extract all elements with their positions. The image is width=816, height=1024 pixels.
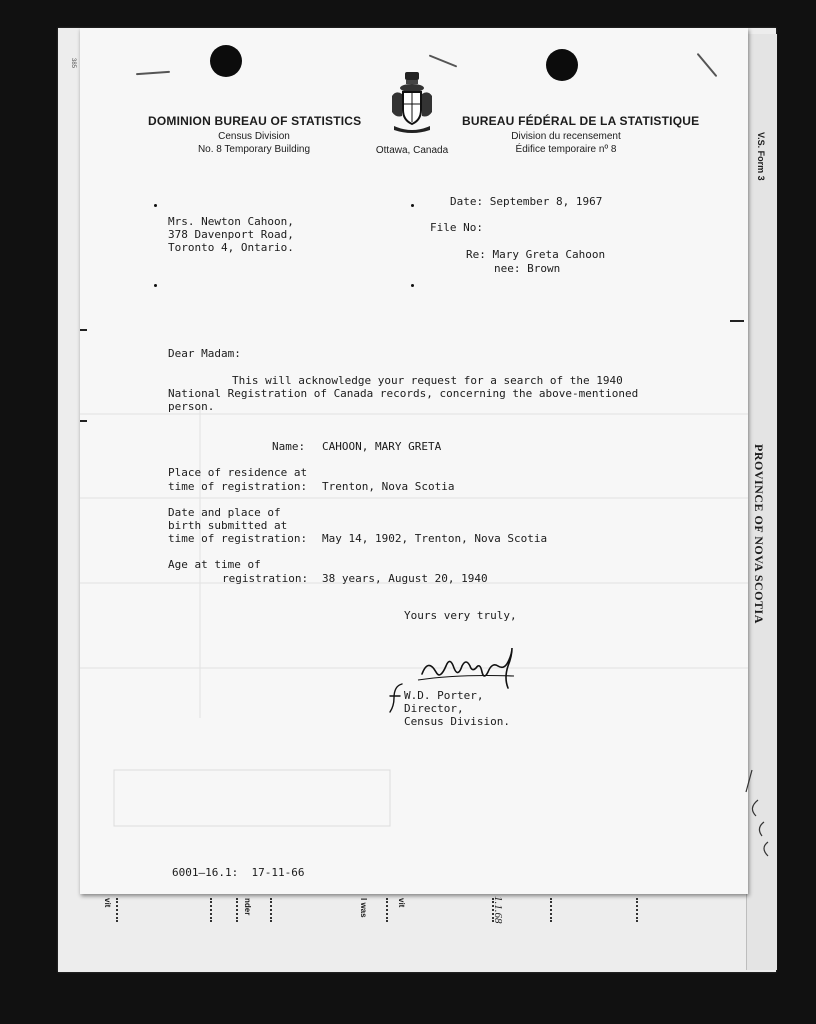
body-line: National Registration of Canada records, concerning the above-mentioned [168,387,639,400]
division-en: Census Division [218,131,290,142]
age-label: registration: [222,572,309,585]
org-name-fr: BUREAU FÉDÉRAL DE LA STATISTIQUE [462,114,700,128]
re-nee: nee: Brown [494,262,561,275]
punch-hole [546,49,578,81]
form-code: 6001–16.1: 17-11-66 [172,866,305,879]
body-line: This will acknowledge your request for a search of the 1940 [232,374,623,387]
salutation: Dear Madam: [168,347,241,360]
form-tag: V.S. Form 3 [756,132,766,181]
letter-date: Date: September 8, 1967 [450,195,603,208]
building-en: No. 8 Temporary Building [197,144,311,155]
signer-title: Director, [404,702,464,715]
coat-of-arms-icon [388,70,436,136]
margin-tick [80,420,87,422]
re-subject: Re: Mary Greta Cahoon [466,248,606,261]
dotted-rule [210,898,212,922]
fragment-text: vit [397,898,406,908]
punch-hole [210,45,242,77]
file-number: File No: [430,221,483,234]
edge-handwriting-mark [738,766,778,866]
dotted-rule [550,898,552,922]
recipient-name: Mrs. Newton Cahoon, [168,215,294,228]
dotted-rule [236,898,238,922]
dotted-rule [116,898,118,922]
city-label: Ottawa, Canada [375,145,449,156]
letter-sheet [80,28,748,894]
name-value: CAHOON, MARY GRETA [322,440,442,453]
body-line: person. [168,400,215,413]
dotted-rule [636,898,638,922]
bleed-through-lines [80,28,748,894]
margin-tick [80,329,87,331]
fragment-text: nder [243,898,252,916]
address-dot [411,284,414,287]
bottom-fragment-strip [100,896,660,956]
address-dot [411,204,414,207]
recipient-city: Toronto 4, Ontario. [168,241,294,254]
margin-tick [730,320,744,322]
valediction: Yours very truly, [404,609,517,622]
page-number: 385 [70,58,76,69]
org-name-en: DOMINION BUREAU OF STATISTICS [148,114,362,128]
address-dot [154,204,157,207]
birth-label: time of registration: [168,532,308,545]
province-label: PROVINCE OF NOVA SCOTIA [752,444,766,624]
name-label: Name: [272,440,306,453]
residence-label: time of registration: [168,480,308,493]
building-fr: Édifice temporaire nº 8 [515,144,617,155]
fragment-text: vit [103,898,112,908]
dotted-rule [386,898,388,922]
signer-name: W.D. Porter, [404,689,484,702]
division-fr: Division du recensement [511,131,621,142]
signer-division: Census Division. [404,715,510,728]
birth-label: birth submitted at [168,519,288,532]
fragment-text: l was [359,898,368,918]
handwritten-number: 1.1.68 [492,896,504,924]
address-dot [154,284,157,287]
birth-label: Date and place of [168,506,281,519]
age-value: 38 years, August 20, 1940 [322,572,488,585]
recipient-street: 378 Davenport Road, [168,228,294,241]
residence-value: Trenton, Nova Scotia [322,480,455,493]
initial-mark [386,682,406,714]
birth-value: May 14, 1902, Trenton, Nova Scotia [322,532,548,545]
dotted-rule [270,898,272,922]
residence-label: Place of residence at [168,466,308,479]
age-label: Age at time of [168,558,261,571]
